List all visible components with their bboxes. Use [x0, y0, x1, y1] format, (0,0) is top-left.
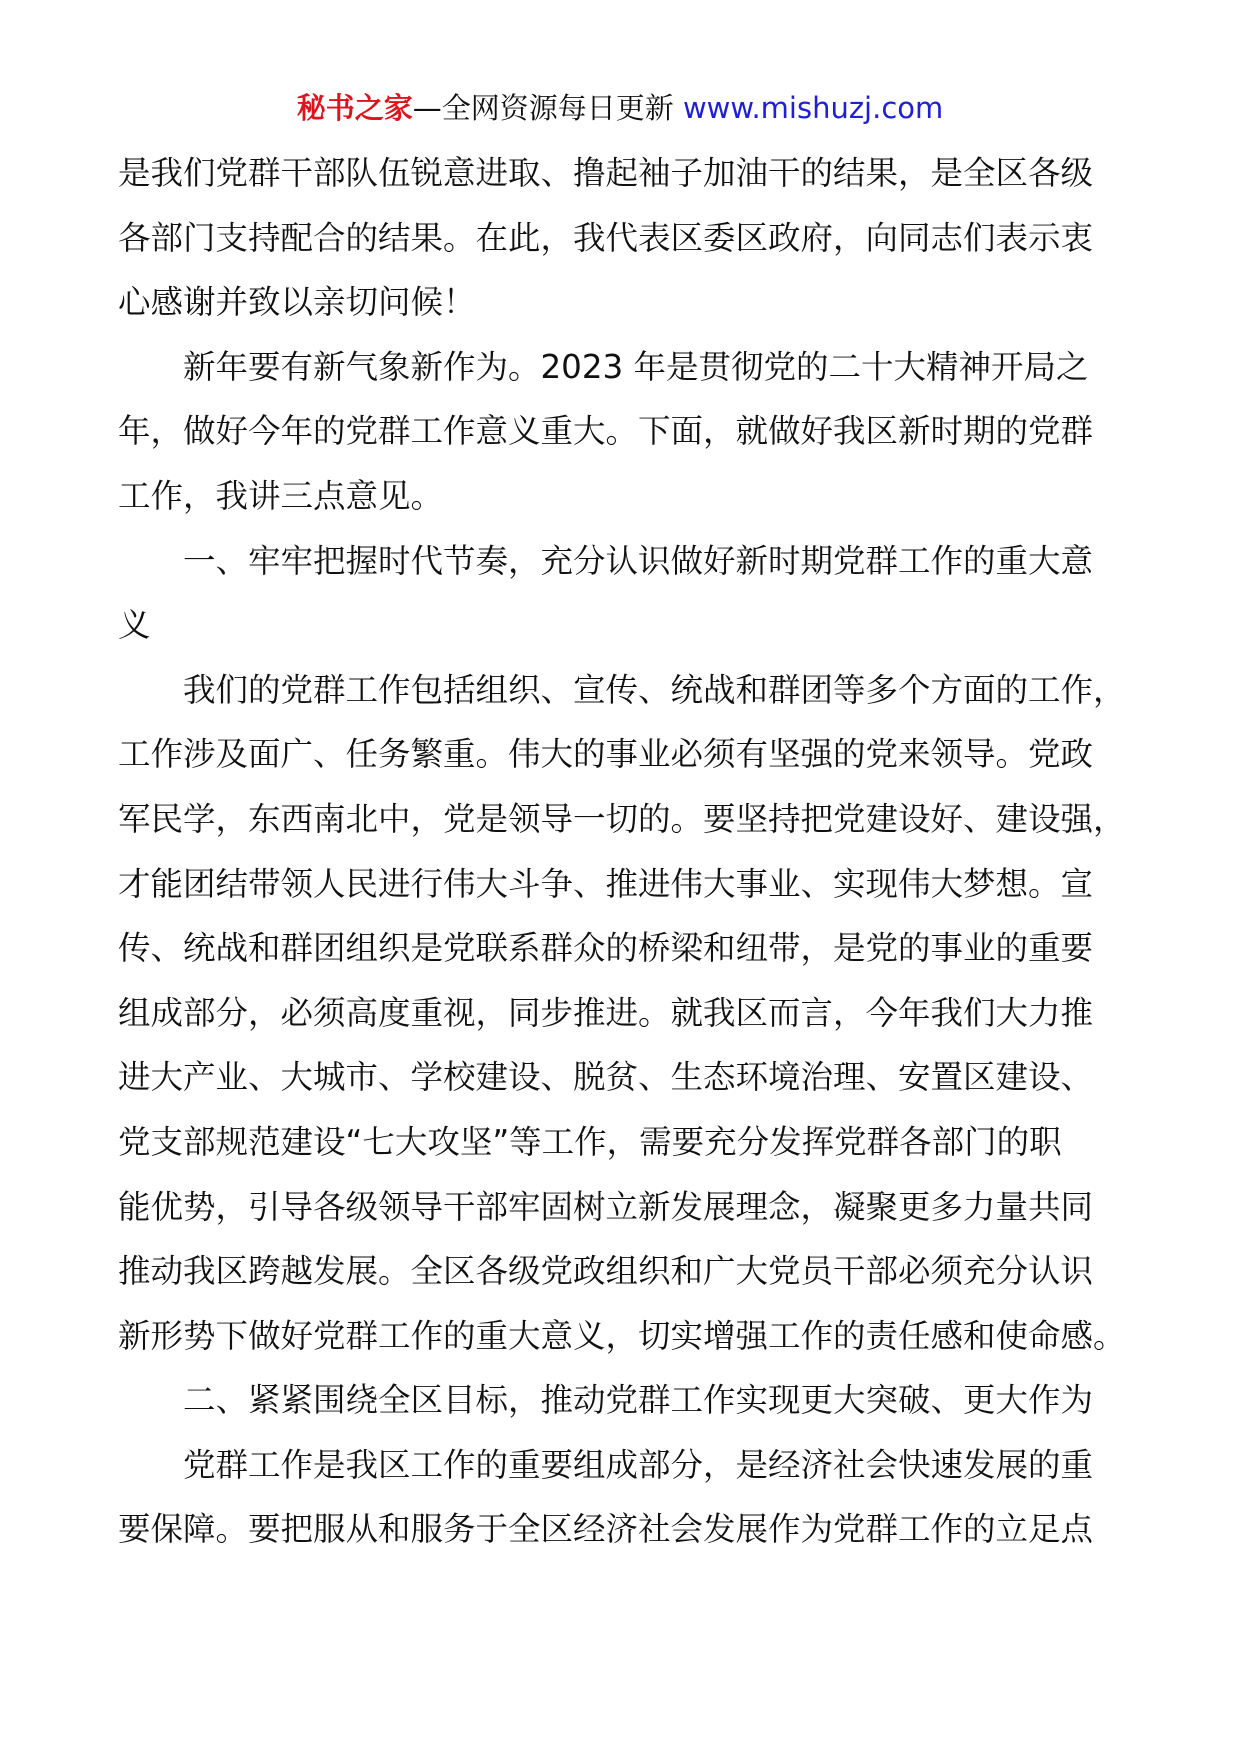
text-line: 传、统战和群团组织是党联系群众的桥梁和纽带，是党的事业的重要 [118, 929, 1094, 968]
text-line: 能优势，引导各级领导干部牢固树立新发展理念，凝聚更多力量共同 [118, 1187, 1094, 1226]
header-brand: 秘书之家 [296, 91, 413, 125]
section-heading-line: 二、紧紧围绕全区目标，推动党群工作实现更大突破、更大作为 [118, 1381, 1094, 1420]
text-line: 各部门支持配合的结果。在此，我代表区委区政府，向同志们表示衷 [118, 218, 1094, 257]
text-line: 党支部规范建设“七大攻坚”等工作，需要充分发挥党群各部门的职 [118, 1122, 1062, 1161]
text-line: 工作涉及面广、任务繁重。伟大的事业必须有坚强的党来领导。党政 [118, 735, 1094, 774]
section-heading-line: 义 [118, 606, 151, 645]
text-line: 工作，我讲三点意见。 [118, 476, 444, 515]
header-slogan: —全网资源每日更新 [412, 91, 674, 125]
text-line: 我们的党群工作包括组织、宣传、统战和群团等多个方面的工作， [118, 670, 1126, 709]
text-line: 推动我区跨越发展。全区各级党政组织和广大党员干部必须充分认识 [118, 1252, 1094, 1291]
section-heading-line: 一、牢牢把握时代节奏，充分认识做好新时期党群工作的重大意 [118, 541, 1094, 580]
text-line: 才能团结带领人民进行伟大斗争、推进伟大事业、实现伟大梦想。宣 [118, 864, 1094, 903]
text-line: 年，做好今年的党群工作意义重大。下面，就做好我区新时期的党群 [118, 412, 1094, 451]
text-line: 进大产业、大城市、学校建设、脱贫、生态环境治理、安置区建设、 [118, 1058, 1094, 1097]
text-line: 要保障。要把服从和服务于全区经济社会发展作为党群工作的立足点 [118, 1510, 1094, 1549]
text-line: 新形势下做好党群工作的重大意义，切实增强工作的责任感和使命感。 [118, 1316, 1126, 1355]
text-line: 党群工作是我区工作的重要组成部分，是经济社会快速发展的重 [118, 1445, 1094, 1484]
text-line: 是我们党群干部队伍锐意进取、撸起袖子加油干的结果，是全区各级 [118, 154, 1094, 192]
body-text [118, 141, 1154, 1562]
header-url-link[interactable]: www.mishuzj.com [682, 91, 944, 125]
text-line: 组成部分，必须高度重视，同步推进。就我区而言，今年我们大力推 [118, 993, 1094, 1032]
text-line: 新年要有新气象新作为。2023 年是贯彻党的二十大精神开局之 [118, 347, 1089, 386]
page-header [0, 88, 1240, 128]
text-line: 军民学，东西南北中，党是领导一切的。要坚持把党建设好、建设强， [118, 799, 1126, 838]
text-line: 心感谢并致以亲切问候！ [118, 283, 476, 322]
